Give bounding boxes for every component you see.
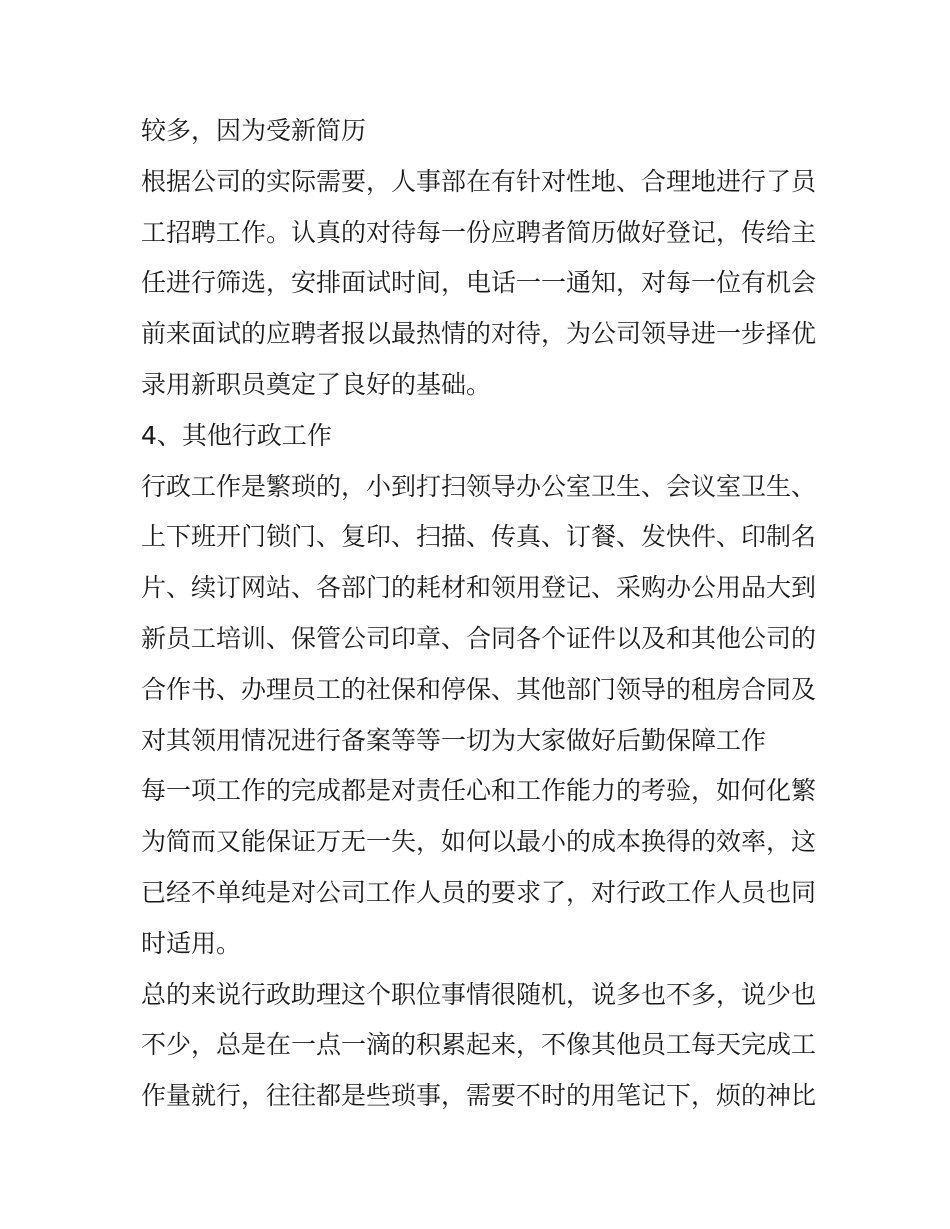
- document-body: [141, 106, 821, 1122]
- paragraph-summary: 总的来说行政助理这个职位事情很随机，说多也不多，说少也不少，总是在一点一滴的积累起来，不像其他员工每天完成工作量就行，往往都是些琐事，需要不时的用笔记下，烦的神比: [141, 979, 817, 1111]
- paragraph-recruitment: 根据公司的实际需要，人事部在有针对性地、合理地进行了员工招聘工作。认真的对待每一份应聘者简历做好登记，传给主任进行筛选，安排面试时间，电话一一通知，对每一位有机会前来面试的应聘者报以最热情的对待，为公司领导进一步择优录用新职员奠定了良好的基础。: [141, 166, 817, 399]
- paragraph-responsibility: 每一项工作的完成都是对责任心和工作能力的考验，如何化繁为简而又能保证万无一失，如何以最小的成本换得的效率，这已经不单纯是对公司工作人员的要求了，对行政工作人员也同时适用。: [141, 776, 817, 958]
- paragraph-admin-tasks: 行政工作是繁琐的，小到打扫领导办公室卫生、会议室卫生、上下班开门锁门、复印、扫描、传真、订餐、发快件、印制名片、续订网站、各部门的耗材和领用登记、采购办公用品大到新员工培训、保管公司印章、合同各个证件以及和其他公司的合作书、办理员工的社保和停保、其他部门领导的租房合同及对其领用情况进行备案等等一切为大家做好后勤保障工作: [141, 471, 817, 755]
- paragraph-continuation: 较多，因为受新简历: [141, 116, 367, 145]
- section-heading-other-admin-work: 4、其他行政工作: [141, 420, 332, 450]
